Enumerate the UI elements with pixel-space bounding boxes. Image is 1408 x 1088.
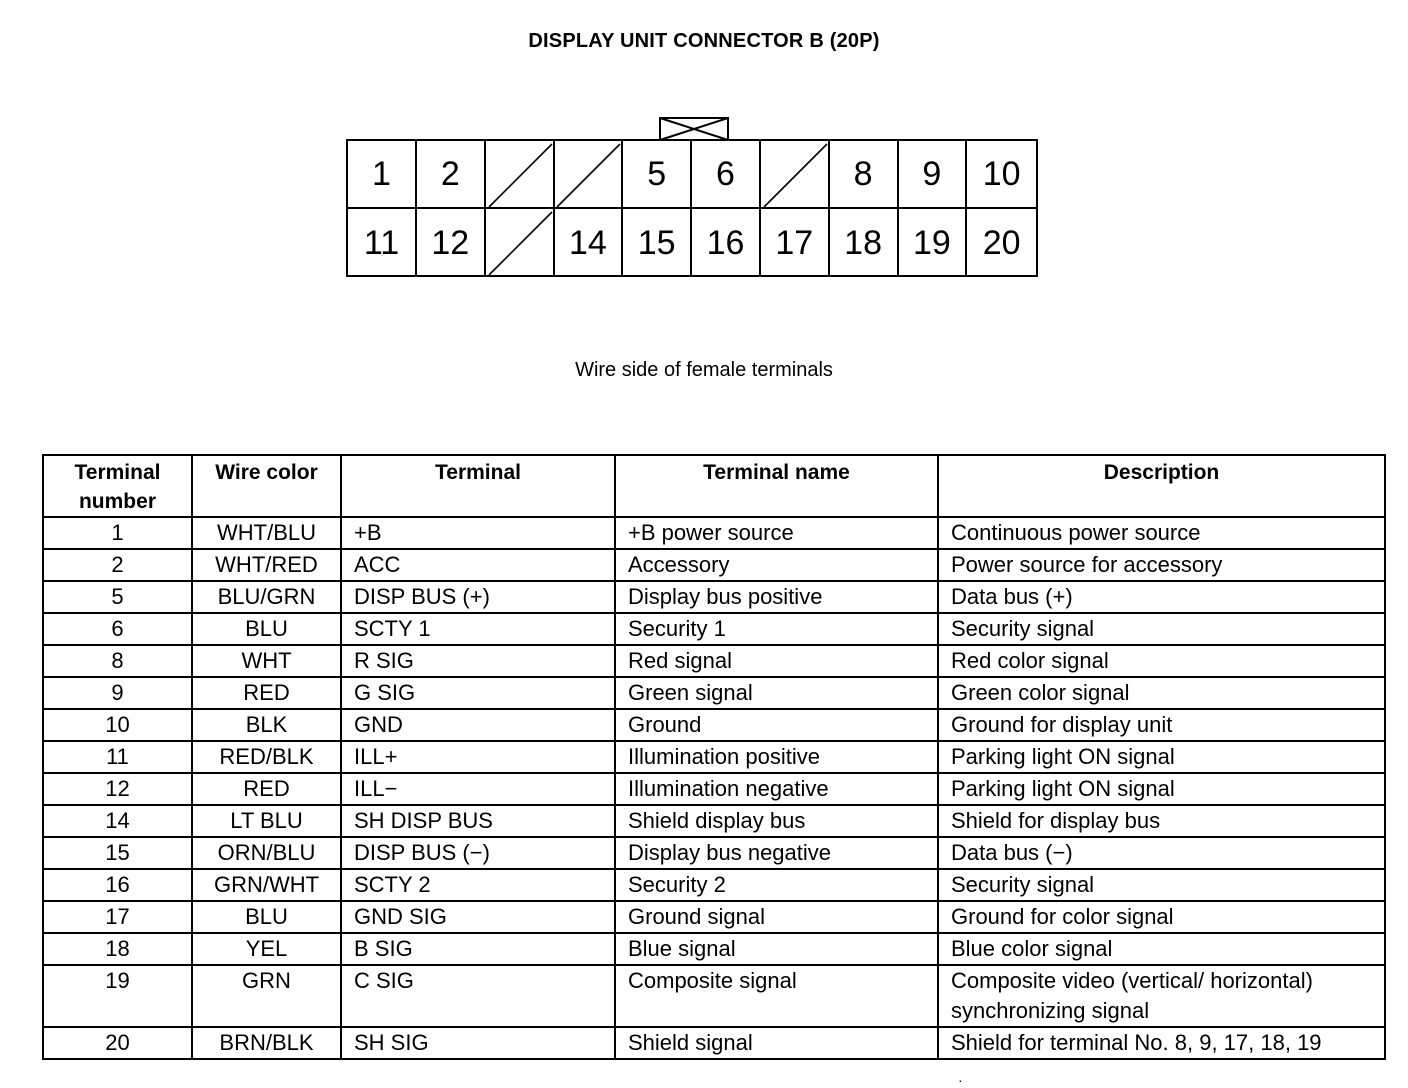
cell-wire-color: WHT/RED	[192, 549, 341, 581]
empty-cavity-icon	[486, 141, 555, 209]
cell-terminal-name: Accessory	[615, 549, 938, 581]
cell-terminal: GND SIG	[341, 901, 615, 933]
cell-terminal-name: Ground signal	[615, 901, 938, 933]
table-row	[43, 837, 1385, 869]
terminal-cell	[967, 209, 1036, 277]
cell-terminal: SCTY 1	[341, 613, 615, 645]
cell-terminal: ILL+	[341, 741, 615, 773]
cell-terminal-number: 14	[43, 805, 192, 837]
cell-terminal-number: 1	[43, 517, 192, 549]
empty-cavity-icon	[486, 209, 555, 277]
terminal-cell-label: 10	[982, 154, 1021, 193]
terminal-cell-label: 8	[853, 154, 873, 193]
cell-wire-color: WHT/BLU	[192, 517, 341, 549]
terminal-cell-label: 15	[637, 223, 676, 262]
terminal-cell	[417, 209, 486, 277]
cell-terminal-number: 12	[43, 773, 192, 805]
header-wire-color: Wire color	[192, 455, 341, 517]
cell-terminal-name: Blue signal	[615, 933, 938, 965]
cell-wire-color: BLU/GRN	[192, 581, 341, 613]
table-row	[43, 933, 1385, 965]
cell-description: Parking light ON signal	[938, 773, 1385, 805]
cell-terminal: ILL−	[341, 773, 615, 805]
header-terminal-number: Terminal number	[43, 455, 192, 517]
terminal-cell-label: 18	[844, 223, 882, 262]
table-row	[43, 549, 1385, 581]
empty-cavity-icon	[761, 141, 830, 209]
cell-wire-color: BRN/BLK	[192, 1027, 341, 1059]
terminal-cell-label: 2	[440, 154, 460, 193]
terminal-cell	[692, 141, 761, 209]
terminal-cell	[898, 141, 967, 209]
table-row	[43, 805, 1385, 837]
cell-terminal-name: Shield display bus	[615, 805, 938, 837]
cell-terminal-number: 15	[43, 837, 192, 869]
terminal-cell	[830, 141, 899, 209]
cell-wire-color: GRN	[192, 965, 341, 1027]
cell-terminal-name: Security 1	[615, 613, 938, 645]
terminal-cell-label: 1	[372, 154, 391, 193]
cell-description: Red color signal	[938, 645, 1385, 677]
cell-description: Shield for terminal No. 8, 9, 17, 18, 19	[938, 1027, 1385, 1059]
cell-terminal-name: Ground	[615, 709, 938, 741]
cell-wire-color: WHT	[192, 645, 341, 677]
cell-terminal-number: 9	[43, 677, 192, 709]
cell-terminal-name: Illumination positive	[615, 741, 938, 773]
terminal-cell-label: 12	[431, 223, 470, 262]
terminal-cell	[898, 209, 967, 277]
terminal-cell-label: 14	[568, 223, 607, 262]
diagram-title: DISPLAY UNIT CONNECTOR B (20P)	[528, 30, 880, 52]
terminal-cell-label: 19	[912, 223, 951, 262]
cell-description: Ground for display unit	[938, 709, 1385, 741]
terminal-cell-label: 6	[716, 154, 735, 193]
cell-description: Parking light ON signal	[938, 741, 1385, 773]
table-header-row	[43, 455, 1385, 517]
cell-terminal-number: 11	[43, 741, 192, 773]
cell-description: Data bus (+)	[938, 581, 1385, 613]
cell-terminal: SCTY 2	[341, 869, 615, 901]
terminal-cell-label: 17	[775, 223, 814, 262]
cell-terminal: C SIG	[341, 965, 615, 1027]
cell-terminal: SH SIG	[341, 1027, 615, 1059]
cell-wire-color: YEL	[192, 933, 341, 965]
connector-caption: Wire side of female terminals	[575, 359, 833, 381]
cell-description: Security signal	[938, 613, 1385, 645]
cell-wire-color: GRN/WHT	[192, 869, 341, 901]
connector-face	[346, 139, 1038, 277]
cell-wire-color: RED	[192, 773, 341, 805]
table-row	[43, 613, 1385, 645]
cell-terminal-name: Red signal	[615, 645, 938, 677]
cell-terminal-name: Security 2	[615, 869, 938, 901]
cell-description: Ground for color signal	[938, 901, 1385, 933]
cell-wire-color: BLU	[192, 901, 341, 933]
cell-description: Green color signal	[938, 677, 1385, 709]
cell-wire-color: ORN/BLU	[192, 837, 341, 869]
table-row	[43, 1027, 1385, 1059]
terminal-table	[42, 454, 1386, 1060]
cell-terminal-name: Display bus negative	[615, 837, 938, 869]
cell-terminal-name: Green signal	[615, 677, 938, 709]
cell-terminal-number: 19	[43, 965, 192, 1027]
terminal-cell	[348, 141, 417, 209]
terminal-cell	[761, 209, 830, 277]
cell-terminal-name: Illumination negative	[615, 773, 938, 805]
table-row	[43, 517, 1385, 549]
terminal-cell	[692, 209, 761, 277]
cell-terminal-number: 8	[43, 645, 192, 677]
cell-terminal-name: Shield signal	[615, 1027, 938, 1059]
cell-wire-color: BLK	[192, 709, 341, 741]
cell-description: Shield for display bus	[938, 805, 1385, 837]
terminal-cell	[967, 141, 1036, 209]
terminal-cell	[623, 141, 692, 209]
cell-terminal: G SIG	[341, 677, 615, 709]
cell-description: Continuous power source	[938, 517, 1385, 549]
cell-description: Composite video (vertical/ horizontal) synchronizing signal	[938, 965, 1385, 1027]
header-description: Description	[938, 455, 1385, 517]
cell-terminal-number: 6	[43, 613, 192, 645]
cell-wire-color: LT BLU	[192, 805, 341, 837]
cell-terminal-number: 16	[43, 869, 192, 901]
terminal-cell-label: 11	[363, 223, 400, 262]
terminal-cell-label: 5	[647, 154, 667, 193]
header-terminal-name: Terminal name	[615, 455, 938, 517]
cell-description: Security signal	[938, 869, 1385, 901]
header-terminal: Terminal	[341, 455, 615, 517]
cell-terminal-number: 18	[43, 933, 192, 965]
table-row	[43, 709, 1385, 741]
table-row	[43, 773, 1385, 805]
table-row	[43, 581, 1385, 613]
cell-terminal: DISP BUS (+)	[341, 581, 615, 613]
cell-terminal-number: 5	[43, 581, 192, 613]
cell-terminal: B SIG	[341, 933, 615, 965]
terminal-cell	[830, 209, 899, 277]
terminal-cell	[348, 209, 417, 277]
cell-terminal-name: Composite signal	[615, 965, 938, 1027]
cell-terminal-number: 2	[43, 549, 192, 581]
cell-terminal: SH DISP BUS	[341, 805, 615, 837]
empty-cavity-icon	[554, 141, 623, 209]
cell-terminal: ACC	[341, 549, 615, 581]
cell-terminal-number: 10	[43, 709, 192, 741]
terminal-cell	[554, 209, 623, 277]
table-row	[43, 645, 1385, 677]
table-row	[43, 741, 1385, 773]
terminal-cell-label: 20	[982, 223, 1021, 262]
terminal-cell	[417, 141, 486, 209]
stray-mark: ·	[958, 1072, 963, 1088]
cell-terminal: R SIG	[341, 645, 615, 677]
cell-description: Blue color signal	[938, 933, 1385, 965]
cell-terminal-name: Display bus positive	[615, 581, 938, 613]
cell-wire-color: RED/BLK	[192, 741, 341, 773]
table-row	[43, 965, 1385, 1027]
cell-terminal: GND	[341, 709, 615, 741]
table-row	[43, 901, 1385, 933]
connector-latch-icon	[659, 117, 729, 141]
terminal-cell-label: 16	[706, 223, 745, 262]
table-row	[43, 869, 1385, 901]
terminal-cell	[623, 209, 692, 277]
cell-terminal: DISP BUS (−)	[341, 837, 615, 869]
cell-description: Power source for accessory	[938, 549, 1385, 581]
terminal-cell-label: 9	[922, 154, 942, 193]
cell-terminal-number: 20	[43, 1027, 192, 1059]
cell-terminal-name: +B power source	[615, 517, 938, 549]
table-row	[43, 677, 1385, 709]
cell-wire-color: BLU	[192, 613, 341, 645]
cell-description: Data bus (−)	[938, 837, 1385, 869]
cell-wire-color: RED	[192, 677, 341, 709]
cell-terminal-number: 17	[43, 901, 192, 933]
cell-terminal: +B	[341, 517, 615, 549]
